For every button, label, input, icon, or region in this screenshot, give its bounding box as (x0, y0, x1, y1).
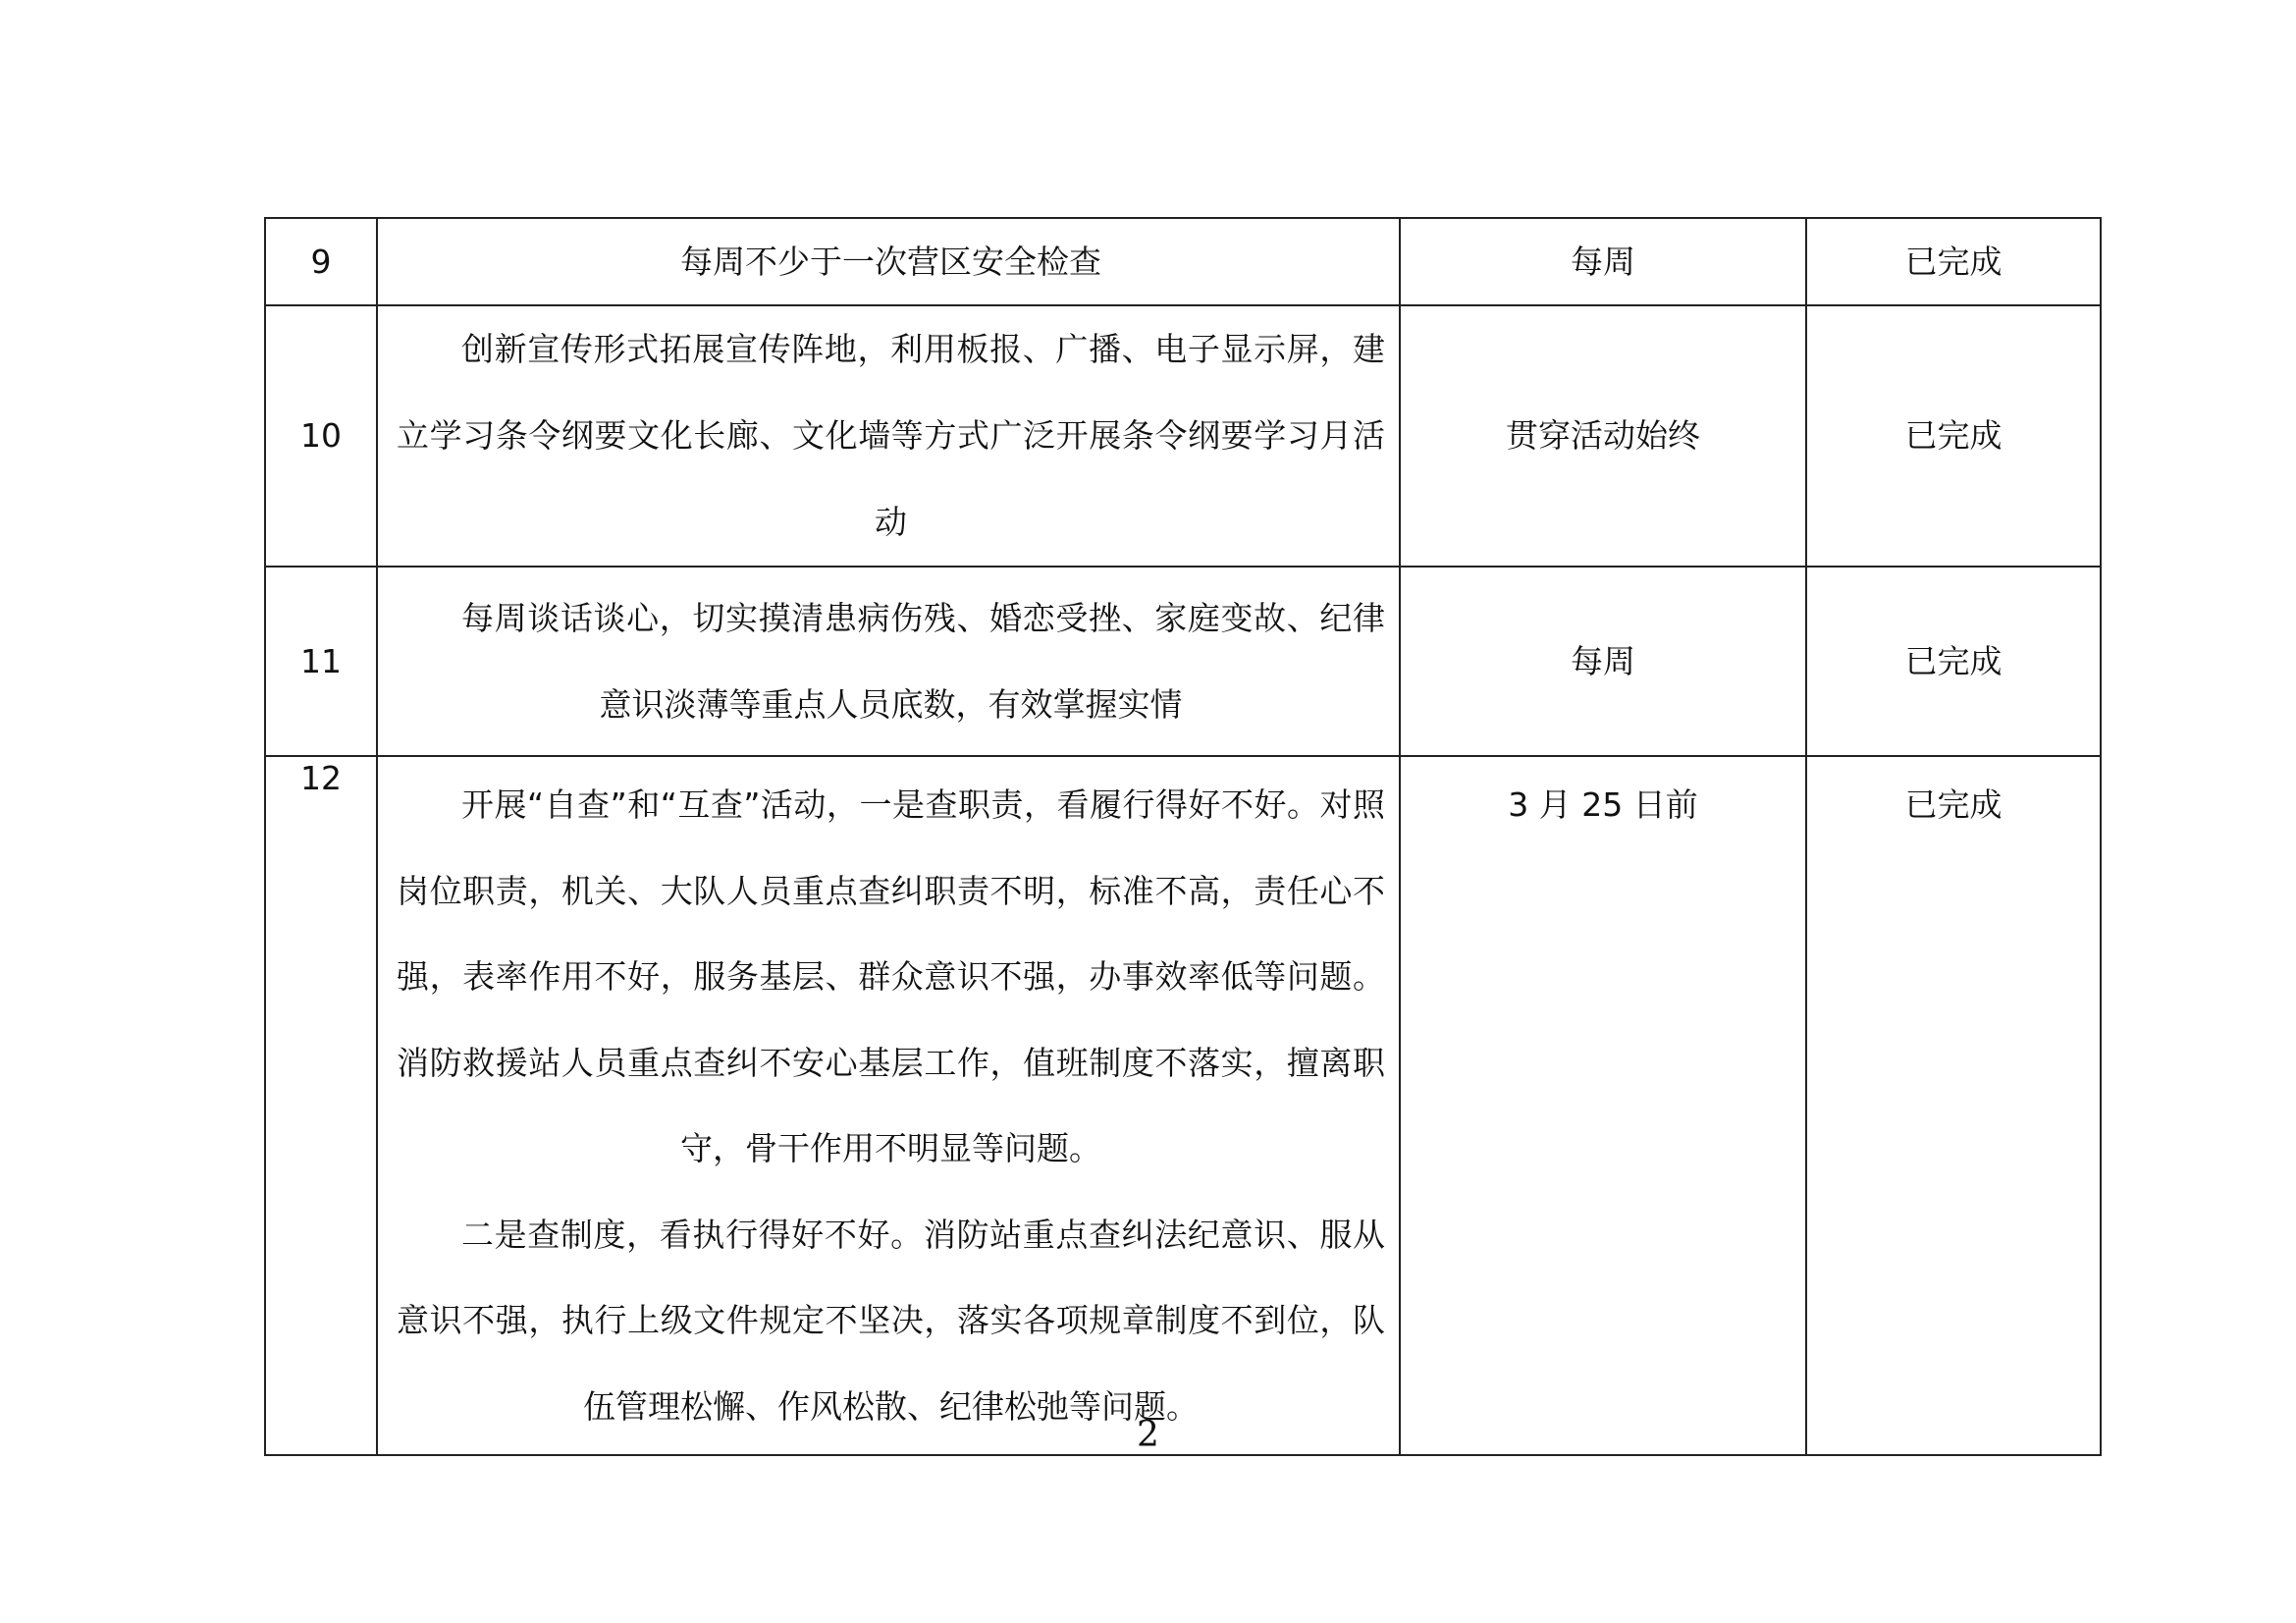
row-number: 9 (265, 218, 377, 305)
task-time (1400, 756, 1806, 1455)
task-time: 每周 (1400, 567, 1806, 756)
row-number-text: 12 (300, 759, 342, 797)
task-paragraph: 每周谈话谈心，切实摸清患病伤残、婚恋受挫、家庭变故、纪律意识淡薄等重点人员底数，有效掌握实情 (461, 598, 1385, 724)
task-paragraph: 每周不少于一次营区安全检查 (680, 242, 1101, 281)
task-status: 已完成 (1806, 218, 2101, 305)
row-number (265, 756, 377, 1455)
task-content (377, 567, 1400, 756)
task-content (377, 756, 1400, 1455)
table-row (265, 218, 2101, 305)
task-time: 每周 (1400, 218, 1806, 305)
task-status: 已完成 (1806, 305, 2101, 567)
task-paragraph: 二是查制度，看执行得好不好。消防站重点查纠法纪意识、服从意识不强，执行上级文件规定不坚决，落实各项规章制度不到位，队伍管理松懈、作风松散、纪律松弛等问题。 (397, 1215, 1385, 1426)
task-time-text: 3 月 25 日前 (1508, 785, 1698, 824)
table-row (265, 756, 2101, 1455)
task-status (1806, 756, 2101, 1455)
table-row (265, 305, 2101, 567)
page-number: 2 (1137, 1415, 1159, 1455)
task-status-text: 已完成 (1904, 785, 2002, 824)
row-number: 10 (265, 305, 377, 567)
task-status: 已完成 (1806, 567, 2101, 756)
task-paragraph: 开展“自查”和“互查”活动，一是查职责，看履行得好不好。对照岗位职责，机关、大队人员重点查纠职责不明，标准不高，责任心不强，表率作用不好，服务基层、群众意识不强，办事效率低等问题。消防救援站人员重点查纠不安心基层工作，值班制度不落实，擅离职守，骨干作用不明显等问题。 (397, 785, 1385, 1167)
task-content (377, 218, 1400, 305)
table-row (265, 567, 2101, 756)
task-paragraph: 创新宣传形式拓展宣传阵地，利用板报、广播、电子显示屏，建立学习条令纲要文化长廊、文化墙等方式广泛开展条令纲要学习月活动 (397, 330, 1385, 541)
row-number: 11 (265, 567, 377, 756)
task-table (264, 217, 2102, 1456)
task-time: 贯穿活动始终 (1400, 305, 1806, 567)
task-content (377, 305, 1400, 567)
